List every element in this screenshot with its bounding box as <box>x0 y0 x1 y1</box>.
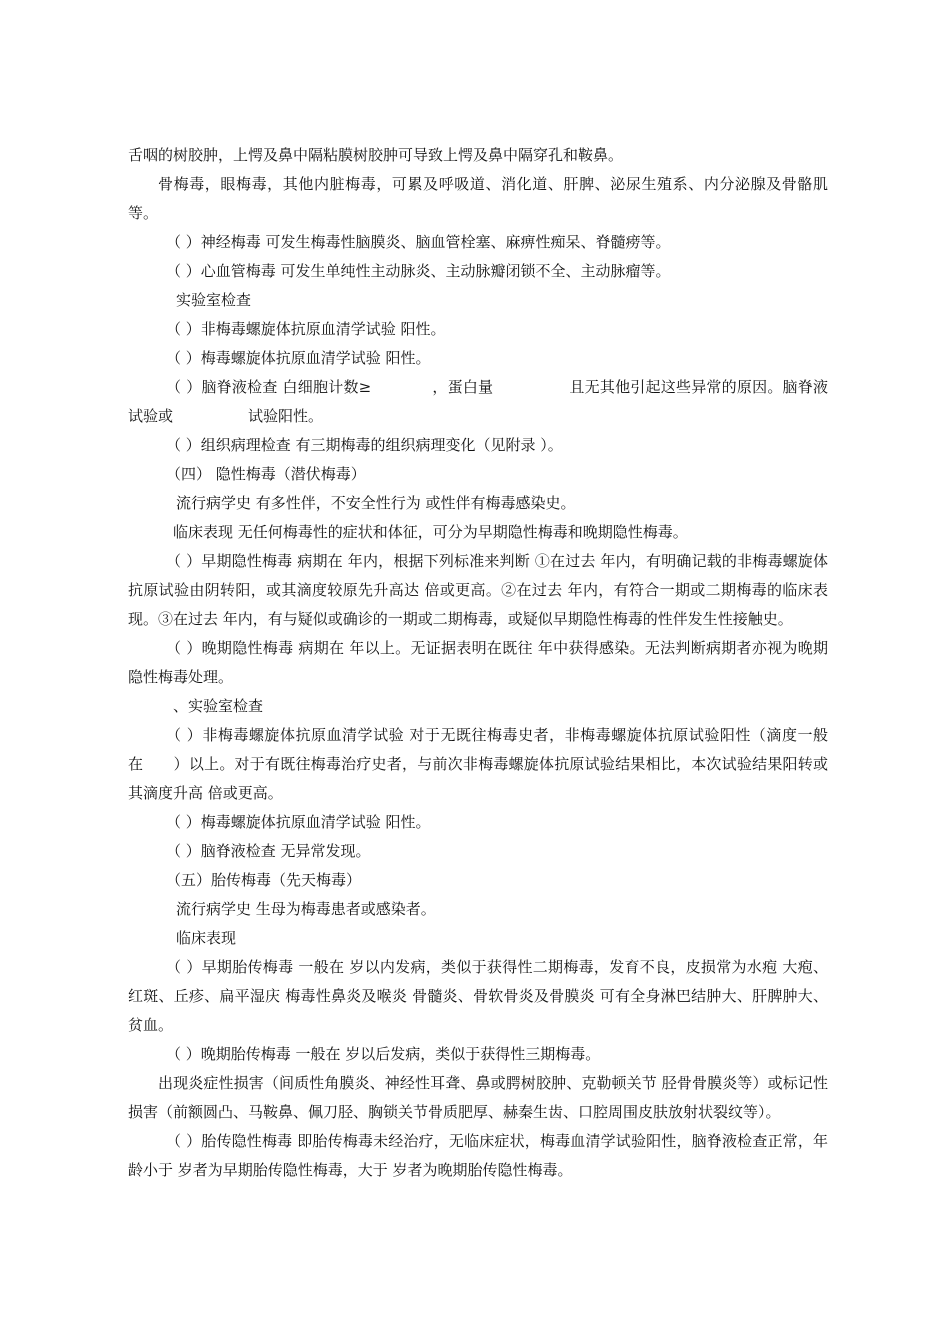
paragraph-treponemal-latent: （ ）梅毒螺旋体抗原血清学试验 阳性。 <box>166 813 431 831</box>
paragraph-early-congenital: （ ）早期胎传梅毒 一般在 岁以内发病，类似于获得性二期梅毒，发育不良，皮损常为水疱 大疱、红斑、丘疹、扁平湿庆 梅毒性鼻炎及喉炎 骨髓炎、骨软骨炎及骨膜炎 可有全身淋巴结肿大、肝脾肿大、贫血。 <box>128 958 828 1034</box>
paragraph-congenital-latent: （ ）胎传隐性梅毒 即胎传梅毒未经治疗，无临床症状，梅毒血清学试验阳性，脑脊液检查正常，年龄小于 岁者为早期胎传隐性梅毒，大于 岁者为晚期胎传隐性梅毒。 <box>128 1132 828 1179</box>
heading-latent-syphilis: （四） 隐性梅毒（潜伏梅毒） <box>166 465 366 483</box>
paragraph-csf-latent: （ ）脑脊液检查 无异常发现。 <box>166 842 371 860</box>
paragraph-csf-test: （ ）脑脊液检查 白细胞计数≥ ，蛋白量 且无其他引起这些异常的原因。脑脊液 试验或 试验阳性。 <box>128 378 874 425</box>
heading-clinical-congenital: 临床表现 <box>176 929 237 947</box>
paragraph-treponemal-test: （ ）梅毒螺旋体抗原血清学试验 阳性。 <box>166 349 431 367</box>
paragraph-epidemiology-latent: 流行病学史 有多性伴，不安全性行为 或性伴有梅毒感染史。 <box>176 494 576 512</box>
paragraph-tree-gumma: 舌咽的树胶肿，上愕及鼻中隔粘膜树胶肿可导致上愕及鼻中隔穿孔和鞍鼻。 <box>128 146 624 164</box>
paragraph-late-latent: （ ）晚期隐性梅毒 病期在 年以上。无证据表明在既往 年中获得感染。无法判断病期者亦视为晚期隐性梅毒处理。 <box>128 639 828 686</box>
paragraph-nontreponemal-test: （ ）非梅毒螺旋体抗原血清学试验 阳性。 <box>166 320 446 338</box>
paragraph-clinical-latent: 临床表现 无任何梅毒性的症状和体征，可分为早期隐性梅毒和晚期隐性梅毒。 <box>173 523 688 541</box>
paragraph-late-congenital: （ ）晚期胎传梅毒 一般在 岁以后发病，类似于获得性三期梅毒。 <box>166 1045 601 1063</box>
paragraph-neurosyphilis: （ ）神经梅毒 可发生梅毒性脑膜炎、脑血管栓塞、麻痹性痴呆、脊髓痨等。 <box>166 233 671 251</box>
document-body <box>128 141 874 1185</box>
paragraph-nontreponemal-latent: （ ）非梅毒螺旋体抗原血清学试验 对于无既往梅毒史者，非梅毒螺旋体抗原试验阳性（滴度一般在 ）以上。对于有既往梅毒治疗史者，与前次非梅毒螺旋体抗原试验结果相比，本次试验结果阳转或其滴度升高 倍或更高。 <box>128 726 828 802</box>
paragraph-histopathology: （ ）组织病理检查 有三期梅毒的组织病理变化（见附录 ）。 <box>166 436 563 454</box>
paragraph-bone-eye-syphilis: 骨梅毒，眼梅毒，其他内脏梅毒，可累及呼吸道、消化道、肝脾、泌尿生殖系、内分泌腺及骨骼肌等。 <box>128 175 828 222</box>
heading-congenital-syphilis: （五）胎传梅毒（先天梅毒） <box>166 871 362 889</box>
paragraph-epidemiology-congenital: 流行病学史 生母为梅毒患者或感染者。 <box>176 900 436 918</box>
heading-lab-tests-latent: 、实验室检查 <box>173 697 264 715</box>
heading-lab-tests: 实验室检查 <box>176 291 252 309</box>
paragraph-congenital-lesions: 出现炎症性损害（间质性角膜炎、神经性耳聋、鼻或腭树胶肿、克勒顿关节 胫骨骨膜炎等）或标记性损害（前额圆凸、马鞍鼻、佩刀胫、胸锁关节骨质肥厚、赫秦生齿、口腔周围皮肤放射状裂纹等）。 <box>128 1074 828 1121</box>
paragraph-early-latent: （ ）早期隐性梅毒 病期在 年内，根据下列标准来判断 ①在过去 年内，有明确记载的非梅毒螺旋体抗原试验由阴转阳，或其滴度较原先升高达 倍或更高。②在过去 年内，有符合一期或二期梅毒的临床表现。③在过去 年内，有与疑似或确诊的一期或二期梅毒，或疑似早期隐性梅毒的性伴发生性接触史。 <box>128 552 828 628</box>
paragraph-cardiovascular-syphilis: （ ）心血管梅毒 可发生单纯性主动脉炎、主动脉瓣闭锁不全、主动脉瘤等。 <box>166 262 671 280</box>
